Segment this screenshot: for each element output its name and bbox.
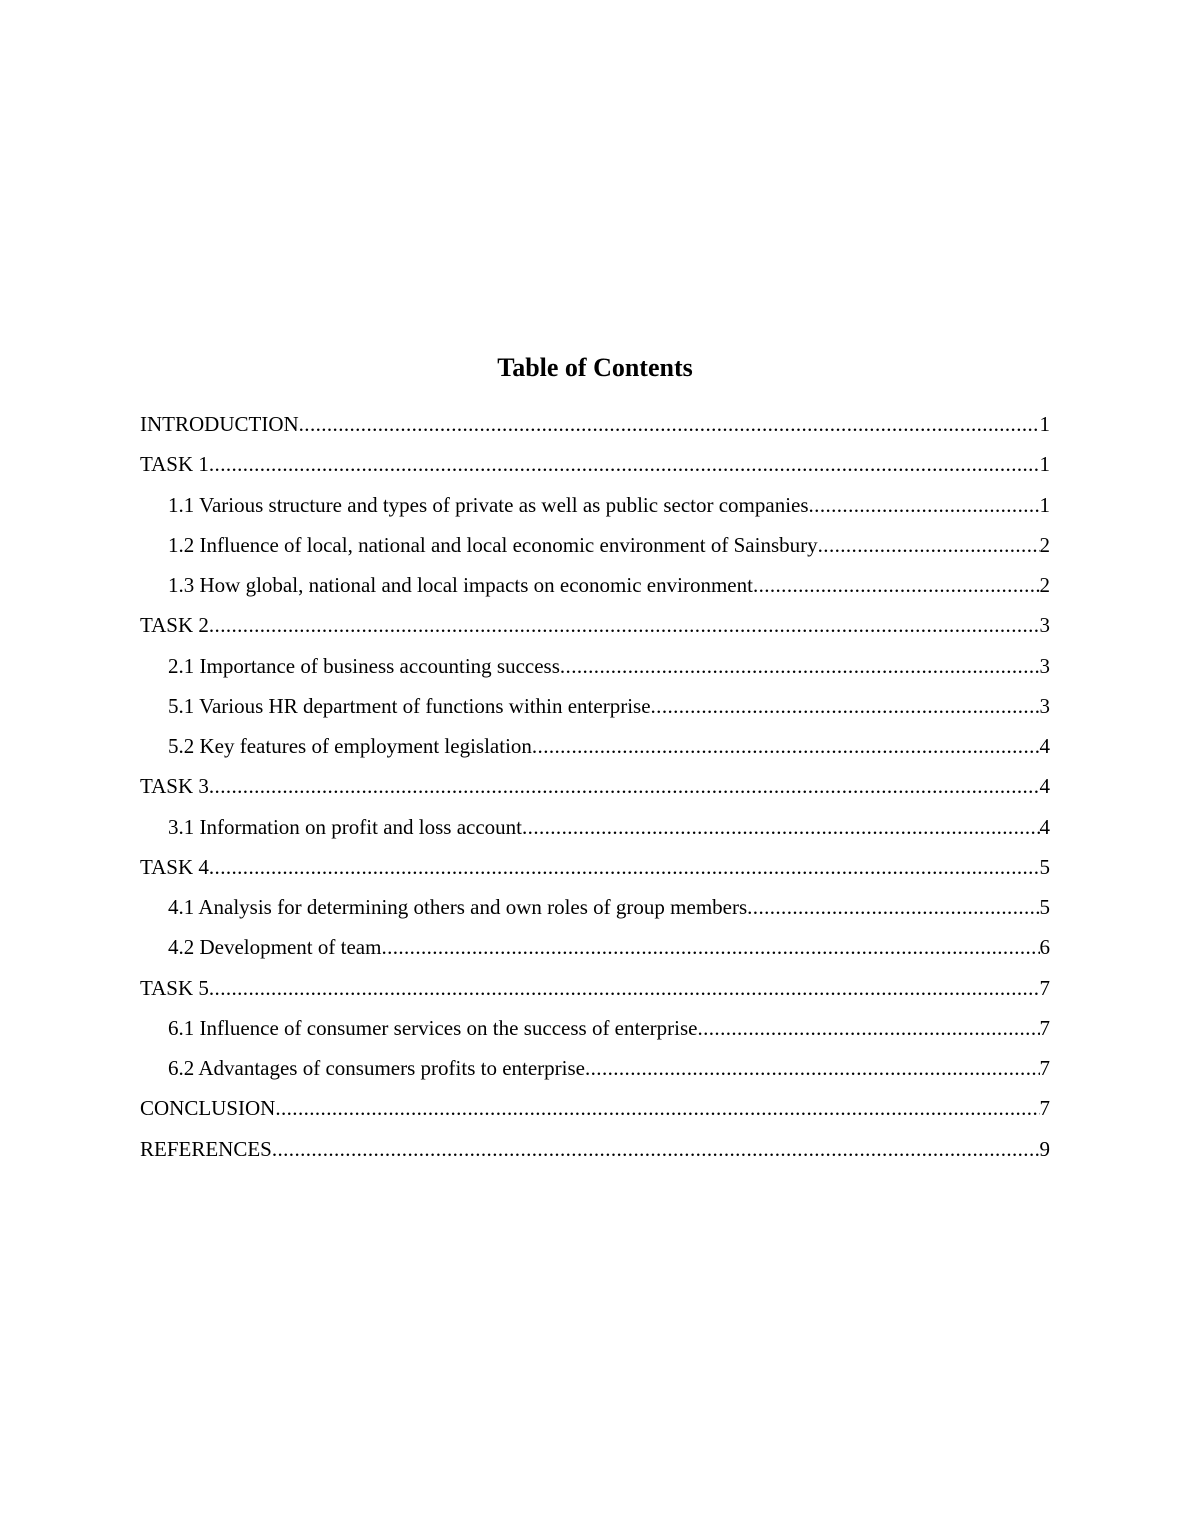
toc-entry-5-1[interactable] (140, 686, 1050, 726)
toc-page-number: 9 (1039, 1136, 1050, 1161)
toc-entry-1-2[interactable] (140, 525, 1050, 565)
toc-entry-6-2[interactable] (140, 1048, 1050, 1088)
toc-page-number: 4 (1039, 814, 1050, 839)
toc-entry-text: 6.1 Influence of consumer services on the success of enterprise (168, 1015, 698, 1040)
toc-entry-text: TASK 1 (140, 452, 209, 477)
toc-dot-leader (697, 1008, 1039, 1048)
toc-page-number: 5 (1039, 854, 1050, 879)
toc-entry-2-1[interactable] (140, 646, 1050, 686)
toc-entry-text: 1.2 Influence of local, national and local economic environment of Sainsbury (168, 532, 818, 557)
toc-page-number: 7 (1039, 1015, 1050, 1040)
toc-page-number: 5 (1039, 895, 1050, 919)
toc-page-number: 4 (1039, 734, 1050, 758)
toc-page-number: 6 (1039, 935, 1050, 960)
toc-page-number: 7 (1039, 1096, 1050, 1121)
toc-entry-task-3[interactable] (140, 766, 1050, 806)
toc-list (140, 404, 1050, 1169)
toc-entry-text: 1.3 How global, national and local impacts on economic environment (168, 573, 753, 597)
toc-dot-leader (209, 968, 1040, 1008)
toc-dot-leader (522, 807, 1039, 847)
toc-title: Table of Contents (497, 353, 693, 382)
toc-entry-text: 3.1 Information on profit and loss account (168, 814, 523, 839)
toc-entry-introduction[interactable] (140, 404, 1050, 444)
toc-entry-text: 4.1 Analysis for determining others and own roles of group members (168, 895, 748, 919)
toc-entry-text: TASK 5 (140, 975, 209, 1000)
toc-dot-leader (209, 605, 1040, 645)
toc-dot-leader (809, 485, 1040, 525)
toc-dot-leader (532, 726, 1040, 766)
toc-dot-leader (560, 646, 1040, 686)
toc-dot-leader (585, 1048, 1040, 1088)
toc-page-number: 7 (1039, 1056, 1050, 1080)
toc-entry-6-1[interactable] (140, 1008, 1050, 1048)
toc-dot-leader (753, 565, 1040, 605)
toc-page-number: 3 (1039, 653, 1050, 678)
toc-page-number: 3 (1039, 693, 1050, 718)
toc-entry-task-1[interactable] (140, 444, 1050, 484)
toc-entry-text: 5.1 Various HR department of functions within enterprise (168, 693, 651, 718)
toc-dot-leader (818, 525, 1040, 565)
toc-dot-leader (381, 927, 1039, 967)
toc-page-number: 7 (1039, 975, 1050, 1000)
toc-dot-leader (651, 686, 1040, 726)
toc-page-number: 1 (1039, 452, 1050, 477)
toc-entry-text: REFERENCES (140, 1136, 272, 1161)
toc-entry-5-2[interactable] (140, 726, 1050, 766)
toc-entry-text: 4.2 Development of team (168, 935, 382, 960)
toc-dot-leader (209, 444, 1040, 484)
toc-dot-leader (299, 404, 1040, 444)
toc-entry-text: 6.2 Advantages of consumers profits to enterprise (168, 1056, 585, 1080)
toc-entry-text: 2.1 Importance of business accounting success (168, 653, 560, 678)
toc-entry-task-2[interactable] (140, 605, 1050, 645)
toc-dot-leader (209, 847, 1040, 887)
toc-entry-1-1[interactable] (140, 485, 1050, 525)
toc-dot-leader (272, 1129, 1040, 1169)
toc-page-number: 3 (1039, 613, 1050, 638)
toc-entry-text: TASK 4 (140, 854, 209, 879)
toc-entry-4-2[interactable] (140, 927, 1050, 967)
toc-entry-text: INTRODUCTION (140, 412, 299, 436)
toc-entry-text: TASK 2 (140, 613, 209, 638)
toc-page-number: 4 (1039, 774, 1050, 799)
toc-page-number: 2 (1039, 573, 1050, 597)
toc-page-number: 1 (1039, 412, 1050, 436)
toc-page-number: 1 (1039, 492, 1050, 517)
toc-dot-leader (275, 1088, 1039, 1128)
toc-entry-text: 5.2 Key features of employment legislation (168, 734, 532, 758)
toc-entry-3-1[interactable] (140, 807, 1050, 847)
toc-entry-4-1[interactable] (140, 887, 1050, 927)
toc-entry-text: 1.1 Various structure and types of private as well as public sector companies (168, 492, 809, 517)
toc-dot-leader (747, 887, 1039, 927)
toc-entry-conclusion[interactable] (140, 1088, 1050, 1128)
toc-entry-references[interactable] (140, 1129, 1050, 1169)
toc-entry-text: TASK 3 (140, 774, 209, 799)
toc-entry-text: CONCLUSION (140, 1096, 276, 1121)
toc-entry-task-5[interactable] (140, 968, 1050, 1008)
toc-entry-1-3[interactable] (140, 565, 1050, 605)
toc-page-number: 2 (1039, 532, 1050, 557)
toc-entry-task-4[interactable] (140, 847, 1050, 887)
toc-dot-leader (209, 766, 1040, 806)
